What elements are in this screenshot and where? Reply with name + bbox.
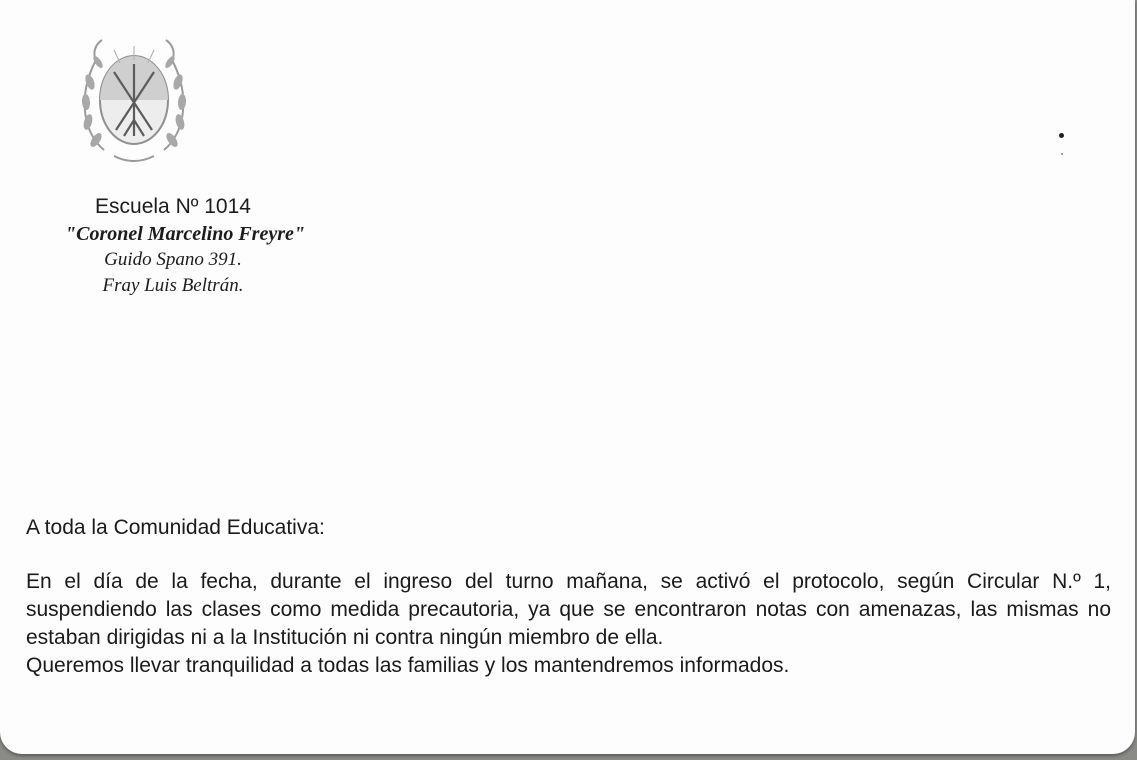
school-address-city: Fray Luis Beltrán. [102,275,244,296]
school-number: Escuela Nº 1014 [95,195,251,218]
coat-of-arms-icon [74,32,194,170]
school-header [20,193,350,299]
letter-body [26,568,1111,680]
school-name: "Coronel Marcelino Freyre" [65,223,305,245]
school-address-street: Guido Spano 391. [104,249,242,270]
letter-salutation: A toda la Comunidad Educativa: [26,516,325,539]
letter-paragraph: En el día de la fecha, durante el ingreso del turno mañana, se activó el protocolo, según Circular N.º 1, suspendiendo las clases como medida precautoria, ya que se encontraron notas con amenazas, las mismas no estaban dirigidas ni a la Institución ni contra ningún miembro de ella. [26,570,1111,649]
letter-closing: Queremos llevar tranquilidad a todas las familias y los mantendremos informados. [26,654,790,677]
